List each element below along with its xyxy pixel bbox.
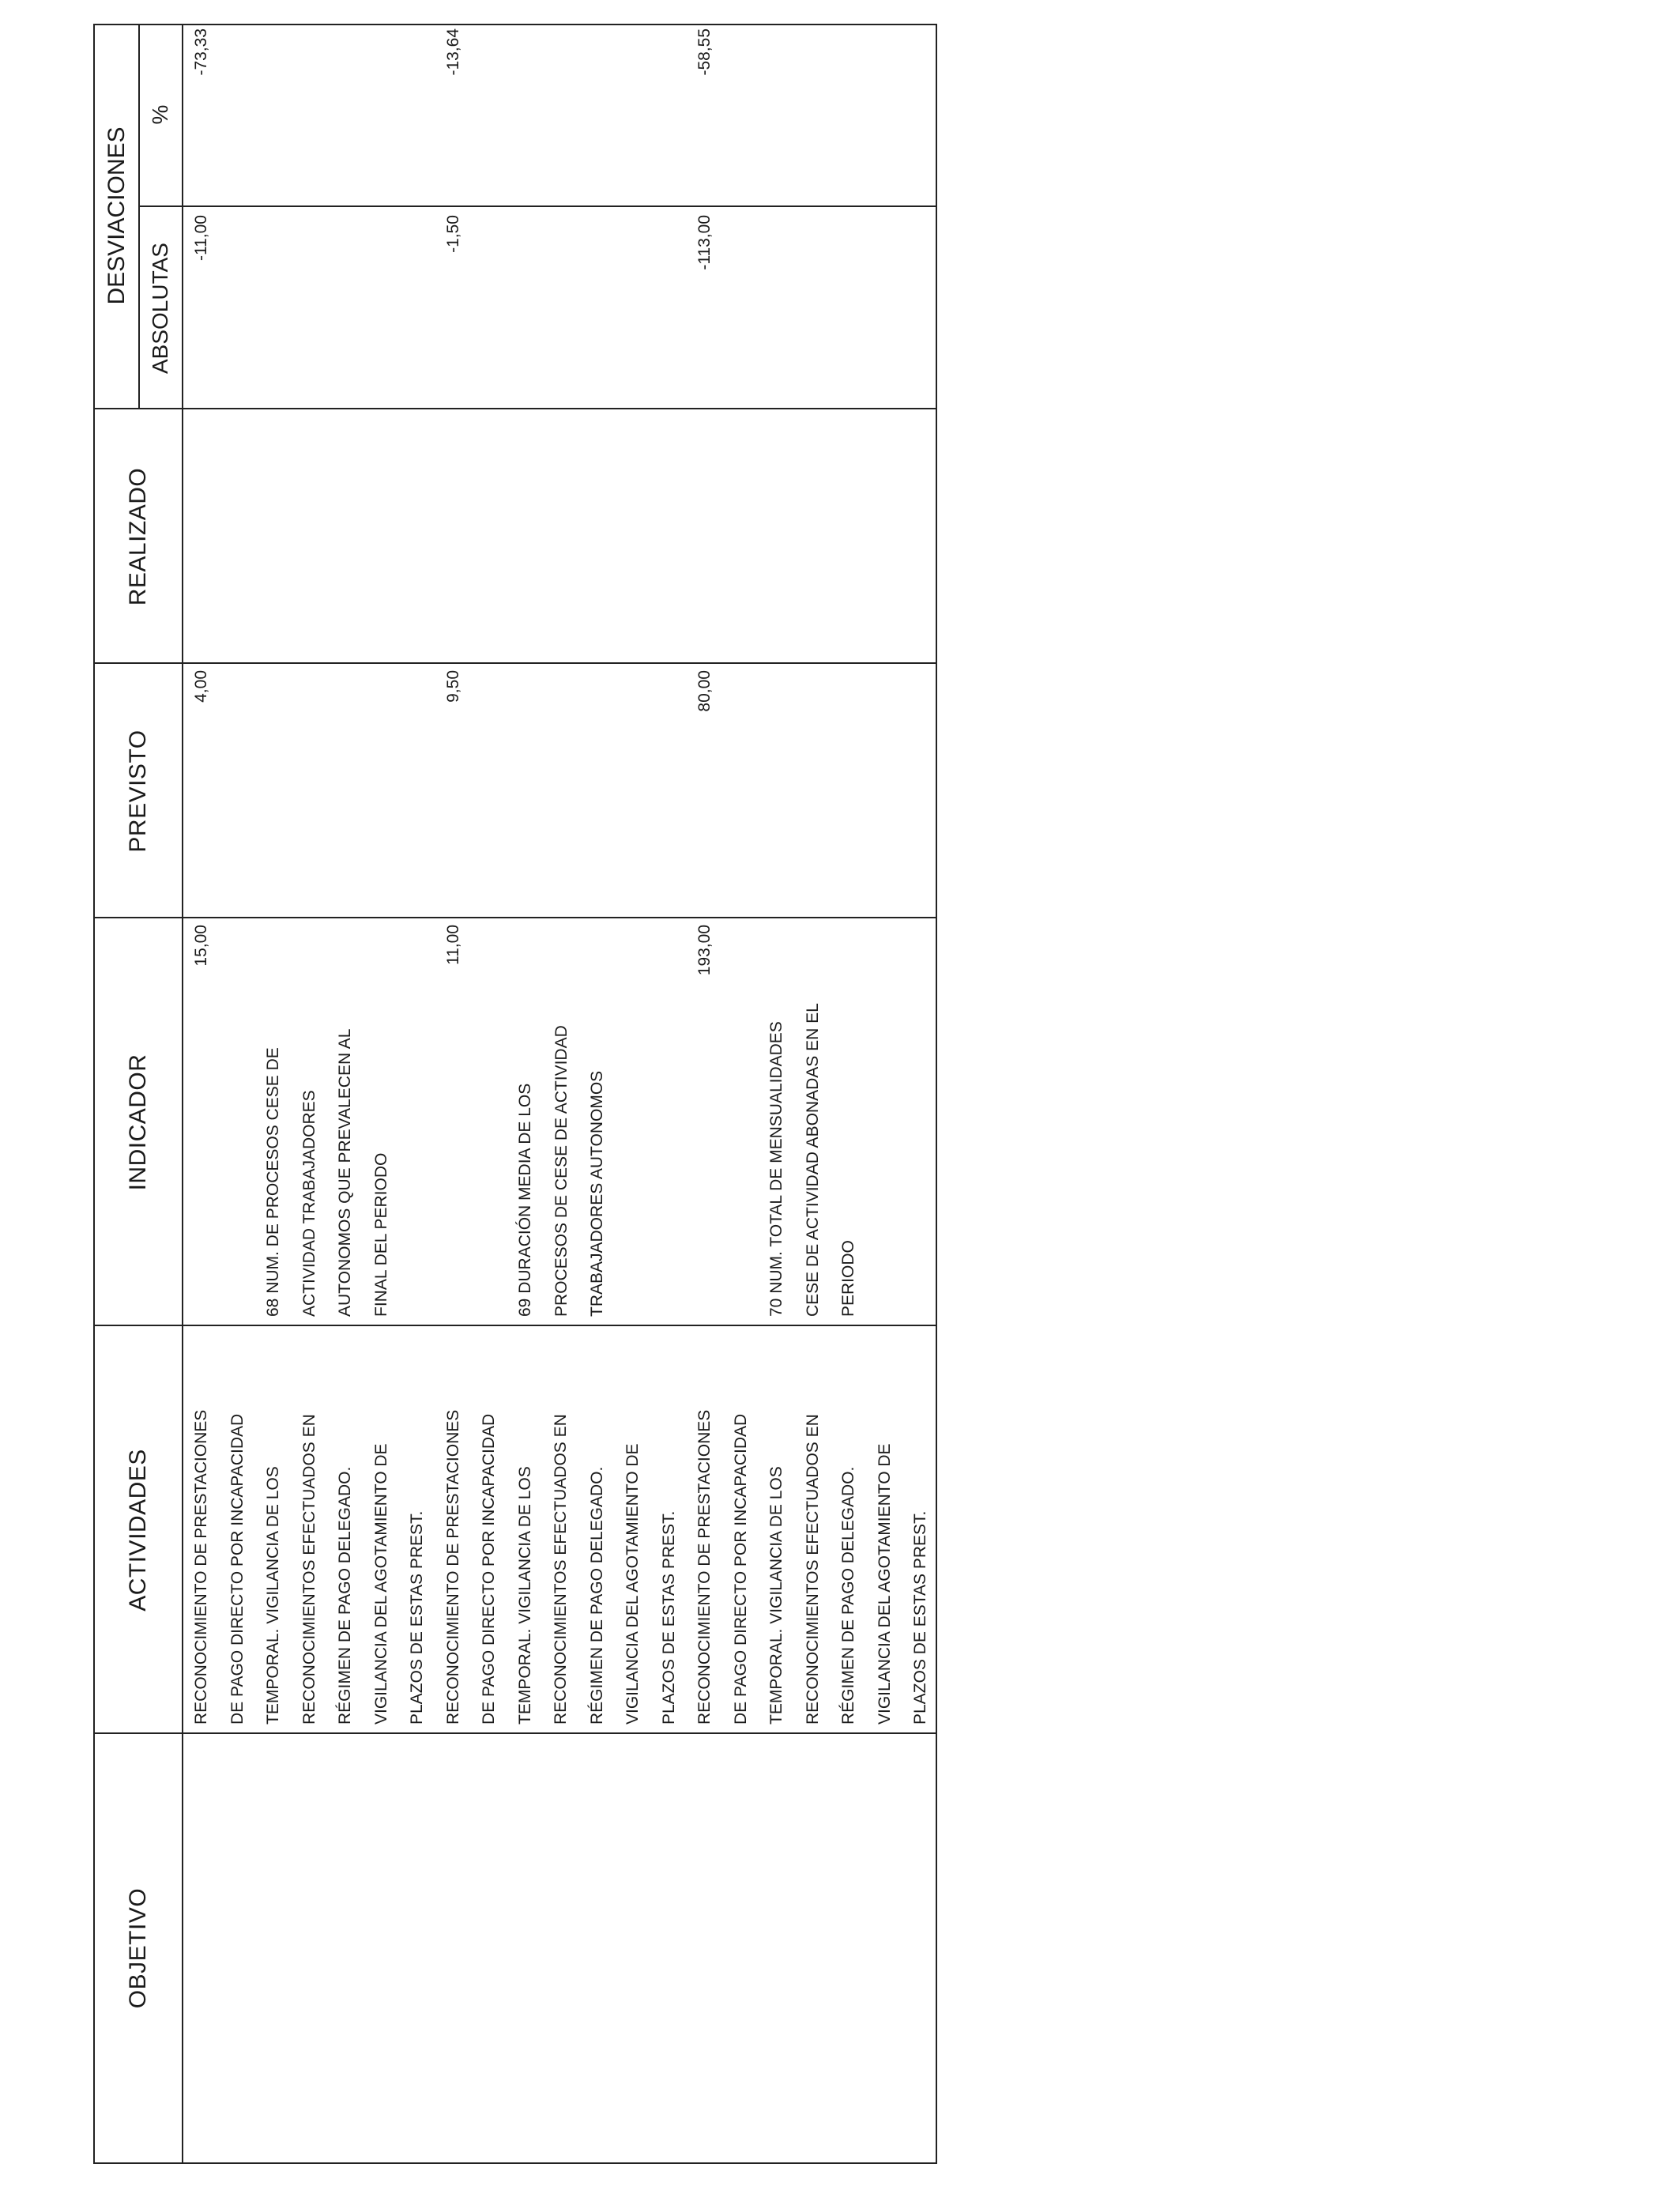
previsto-value: 193,00	[695, 925, 714, 976]
absolutas-value: -113,00	[695, 215, 714, 270]
actividades-line: PLAZOS DE ESTAS PREST.	[659, 1510, 678, 1725]
porcentaje-value: -13,64	[444, 28, 462, 76]
realizado-value: 80,00	[695, 670, 714, 712]
actividades-line: PLAZOS DE ESTAS PREST.	[911, 1510, 929, 1725]
indicador-line: 69 DURACIÓN MEDIA DE LOS	[516, 1083, 534, 1317]
indicador-line: 70 NUM. TOTAL DE MENSUALIDADES	[767, 1021, 785, 1317]
absolutas-value: -1,50	[444, 215, 462, 253]
indicador-cell	[507, 1025, 616, 1317]
header-indicador: INDICADOR	[125, 1054, 151, 1191]
actividades-cell	[183, 1410, 939, 1725]
actividades-line: VIGILANCIA DEL AGOTAMIENTO DE	[371, 1443, 390, 1725]
porcentaje-value: -73,33	[192, 28, 210, 76]
previsto-value: 15,00	[192, 925, 210, 967]
indicador-line: 68 NUM. DE PROCESOS CESE DE	[264, 1047, 282, 1317]
indicador-line: CESE DE ACTIVIDAD ABONADAS EN EL	[803, 1003, 822, 1317]
header-realizado: REALIZADO	[125, 467, 151, 606]
actividades-line: RECONOCIMIENTO DE PRESTACIONES	[443, 1409, 462, 1725]
actividades-line: DE PAGO DIRECTO POR INCAPACIDAD	[480, 1413, 498, 1725]
header-desviaciones: DESVIACIONES	[103, 126, 130, 305]
actividades-line: RÉGIMEN DE PAGO DELEGADO.	[336, 1466, 354, 1725]
actividades-line: RÉGIMEN DE PAGO DELEGADO.	[587, 1466, 606, 1725]
indicador-line: PROCESOS DE CESE DE ACTIVIDAD	[552, 1025, 571, 1317]
header-porcentaje: %	[147, 104, 172, 125]
actividades-line: RECONOCIMIENTO DE PRESTACIONES	[192, 1409, 210, 1725]
previsto-value: 11,00	[444, 925, 462, 965]
col-divider	[95, 408, 936, 409]
realizado-value: 4,00	[192, 670, 210, 703]
actividades-line: RECONOCIMIENTOS EFECTUADOS EN	[803, 1414, 822, 1725]
actividades-line: VIGILANCIA DEL AGOTAMIENTO DE	[875, 1443, 894, 1725]
col-divider	[138, 205, 936, 207]
actividades-line: VIGILANCIA DEL AGOTAMIENTO DE	[623, 1443, 642, 1725]
col-divider	[95, 662, 936, 664]
actividades-line: TEMPORAL. VIGILANCIA DE LOS	[515, 1466, 534, 1725]
indicator-table	[93, 24, 937, 2164]
header-absolutas: ABSOLUTAS	[147, 243, 172, 374]
header-actividades: ACTIVIDADES	[125, 1449, 151, 1612]
col-divider	[95, 1325, 936, 1326]
actividades-line: DE PAGO DIRECTO POR INCAPACIDAD	[228, 1413, 247, 1725]
indicador-line: TRABAJADORES AUTONOMOS	[588, 1070, 606, 1317]
header-previsto: PREVISTO	[125, 729, 151, 853]
realizado-value: 9,50	[444, 670, 462, 703]
header-divider	[182, 25, 183, 2162]
actividades-line: RECONOCIMIENTO DE PRESTACIONES	[695, 1409, 714, 1725]
indicador-cell	[759, 1003, 867, 1317]
actividades-line: TEMPORAL. VIGILANCIA DE LOS	[767, 1466, 785, 1725]
absolutas-value: -11,00	[192, 215, 210, 261]
actividades-line: RECONOCIMIENTOS EFECTUADOS EN	[552, 1414, 570, 1725]
actividades-line: RECONOCIMIENTOS EFECTUADOS EN	[299, 1414, 318, 1725]
actividades-line: RÉGIMEN DE PAGO DELEGADO.	[839, 1466, 857, 1725]
actividades-line: PLAZOS DE ESTAS PREST.	[408, 1510, 426, 1725]
col-divider	[95, 917, 936, 918]
indicador-line: FINAL DEL PERIODO	[371, 1152, 390, 1317]
col-divider	[95, 1732, 936, 1734]
indicador-line: PERIODO	[839, 1240, 857, 1317]
header-objetivo: OBJETIVO	[125, 1887, 151, 2009]
indicador-line: ACTIVIDAD TRABAJADORES	[299, 1090, 318, 1317]
actividades-line: DE PAGO DIRECTO POR INCAPACIDAD	[731, 1413, 750, 1725]
porcentaje-value: -58,55	[695, 28, 714, 76]
actividades-line: TEMPORAL. VIGILANCIA DE LOS	[264, 1466, 282, 1725]
indicador-cell	[255, 1029, 399, 1318]
indicador-line: AUTONOMOS QUE PREVALECEN AL	[336, 1028, 354, 1317]
